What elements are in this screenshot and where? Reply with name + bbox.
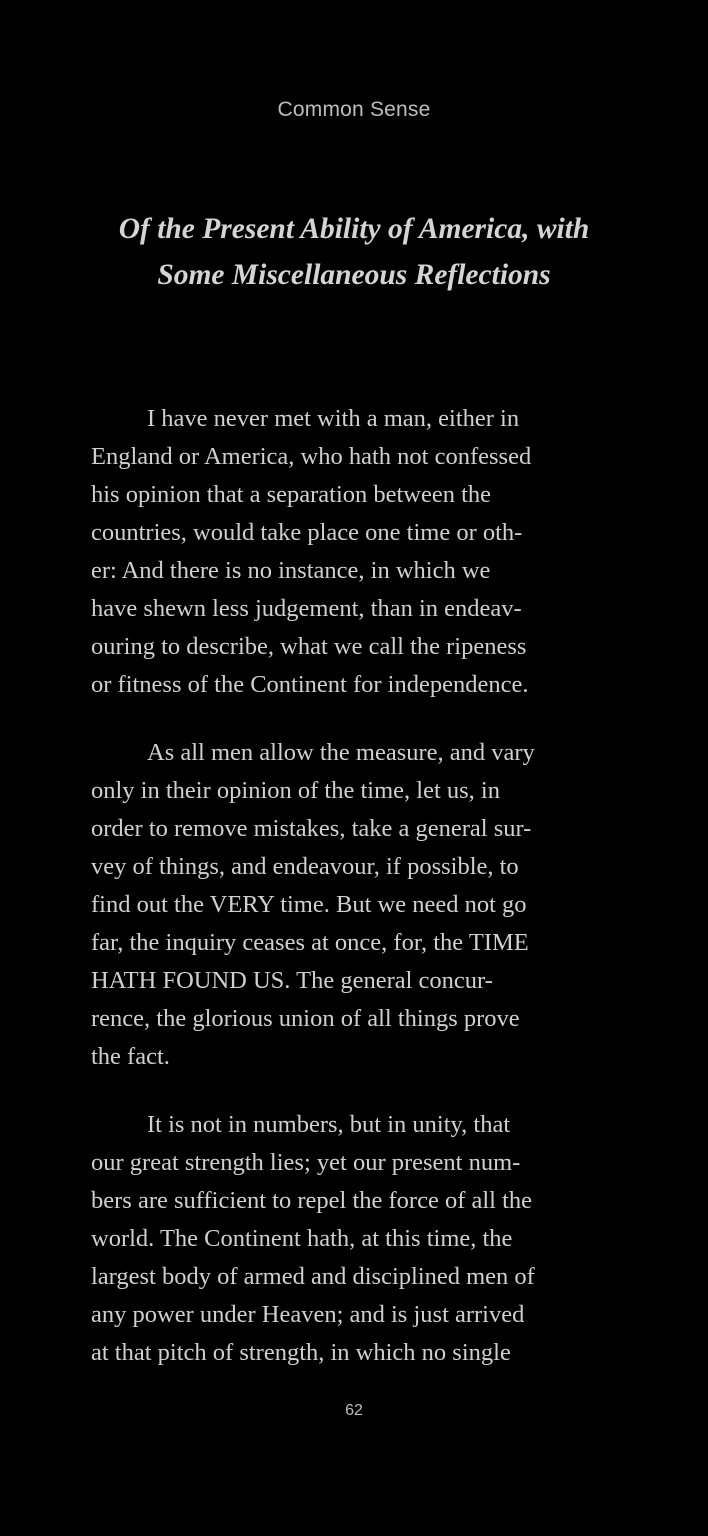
text-line: vey of things, and endeavour, if possible, to (91, 853, 519, 880)
text-line: his opinion that a separation between the (91, 481, 492, 508)
chapter-title (60, 206, 648, 298)
text-line: at that pitch of strength, in which no single (91, 1339, 511, 1366)
text-line: any power under Heaven; and is just arrived (91, 1301, 525, 1328)
book-title: Common Sense (277, 98, 431, 121)
text-line: only in their opinion of the time, let us, in (91, 777, 500, 804)
text-line: world. The Continent hath, at this time, the (91, 1225, 513, 1252)
paragraph (91, 1106, 651, 1372)
text-line: or fitness of the Continent for independence. (91, 671, 529, 698)
chapter-title-line: Some Miscellaneous Reflections (157, 259, 551, 291)
text-line: far, the inquiry ceases at once, for, the TIME (91, 929, 529, 956)
text-line: England or America, who hath not confessed (91, 443, 532, 470)
page-number: 62 (345, 1402, 363, 1419)
text-line: I have never met with a man, either in (147, 405, 520, 432)
body-text (91, 400, 651, 1402)
text-line: countries, would take place one time or oth- (91, 519, 523, 546)
text-line: find out the VERY time. But we need not go (91, 891, 527, 918)
text-line: ouring to describe, what we call the ripeness (91, 633, 527, 660)
text-line: have shewn less judgement, than in endeav- (91, 595, 522, 622)
text-line: bers are sufficient to repel the force of all the (91, 1187, 533, 1214)
text-line: largest body of armed and disciplined men of (91, 1263, 535, 1290)
paragraph (91, 400, 651, 704)
text-line: the fact. (91, 1043, 170, 1070)
text-line: As all men allow the measure, and vary (147, 739, 535, 766)
chapter-title-line: Of the Present Ability of America, with (118, 213, 590, 245)
text-line: order to remove mistakes, take a general sur- (91, 815, 532, 842)
text-line: er: And there is no instance, in which we (91, 557, 491, 584)
text-line: our great strength lies; yet our present num- (91, 1149, 521, 1176)
text-line: It is not in numbers, but in unity, that (147, 1111, 511, 1138)
text-line: HATH FOUND US. The general concur- (91, 967, 493, 994)
paragraph (91, 734, 651, 1076)
text-line: rence, the glorious union of all things prove (91, 1005, 520, 1032)
